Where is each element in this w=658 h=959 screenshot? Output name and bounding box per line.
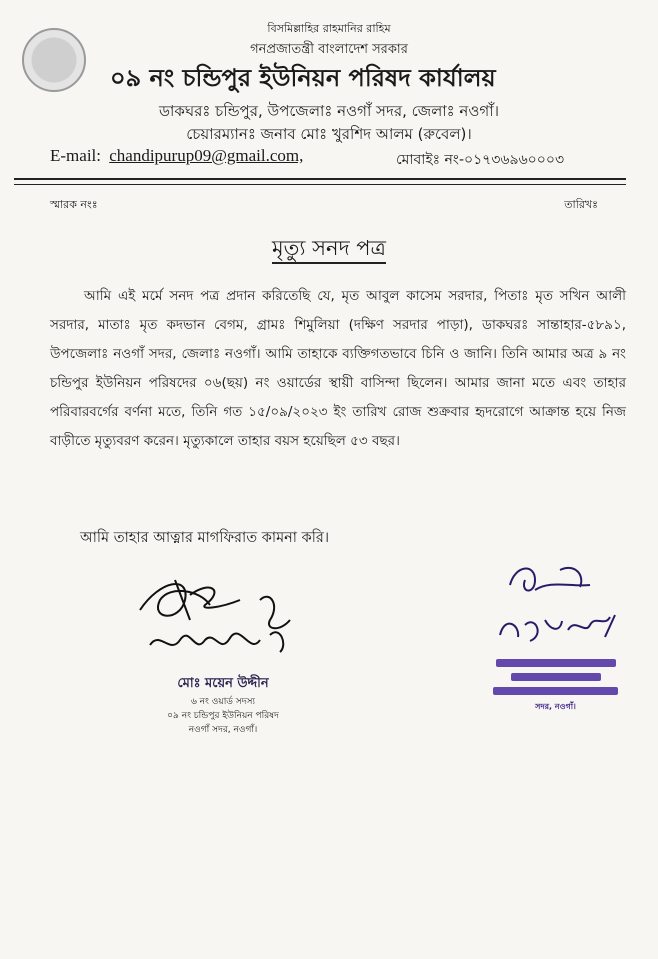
mobile-number: মোবাইঃ নং-০১৭৩৬৯৬০০০৩: [396, 152, 565, 168]
stamp-line-1: [496, 659, 616, 667]
ward-member-name: মোঃ ময়েন উদ্দীন: [177, 676, 269, 691]
chairman-line: চেয়ারম্যানঃ জনাব মোঃ খুরশিদ আলম (রুবেল)।: [186, 125, 472, 143]
ward-member-designation: ৬ নং ওয়ার্ড সদস্য: [190, 697, 256, 707]
contact-row: [50, 146, 630, 166]
ward-member-signature: [130, 560, 310, 670]
stamp-line-2: [511, 673, 601, 681]
certificate-body: আমি এই মর্মে সনদ পত্র প্রদান করিতেছি যে, মৃত আবুল কাসেম সরদার, পিতাঃ মৃত সখিন আলী সরদার, মাতাঃ মৃত কদভান বেগম, গ্রামঃ শিমুলিয়া (দক্ষিণ সরদার পাড়া), ডাকঘরঃ সান্তাহার-৫৮৯১, উপজেলাঃ নওগাঁ সদর, জেলাঃ নওগাঁ। আমি তাহাকে ব্যক্তিগতভাবে চিনি ও জানি। তিনি আমার অত্র ৯ নং চন্ডিপুর ইউনিয়ন পরিষদের ০৬(ছয়) নং ওয়ার্ডের স্থায়ী বাসিন্দা ছিলেন। আমার জানা মতে এবং তাহার পরিবারবর্গের বর্ণনা মতে, তিনি গত ১৫/০৯/২০২৩ ইং তারিখ রোজ শুক্রবার হৃদরোগে আক্রান্ত হয়ে নিজ বাড়ীতে মৃত্যুবরণ করেন। মৃত্যুকালে তাহার বয়স হয়েছিল ৫৩ বছর।: [50, 288, 626, 449]
email-label: E-mail:: [50, 146, 101, 165]
chairman-signature: [490, 555, 630, 655]
government-line: গনপ্রজাতন্ত্রী বাংলাদেশ সরকার: [250, 42, 408, 57]
closing-line: আমি তাহার আত্নার মাগফিরাত কামনা করি।: [80, 530, 330, 546]
bismillah-line: বিসমিল্লাহির রাহমানির রাহিম: [267, 22, 391, 35]
chairman-stamp: [488, 658, 623, 714]
chairman-stamp-location: সদর, নওগাঁ।: [535, 702, 576, 711]
document-title-text: মৃত্যু সনদ পত্র: [272, 236, 386, 264]
date-label: তারিখঃ: [564, 198, 598, 211]
memo-number-label: স্মারক নংঃ: [50, 198, 98, 211]
header-divider-thin: [14, 184, 626, 185]
ward-member-office: ০৯ নং চন্ডিপুর ইউনিয়ন পরিষদ: [167, 711, 279, 721]
document-title: [0, 232, 658, 267]
header-divider: [14, 178, 626, 180]
office-title: ০৯ নং চন্ডিপুর ইউনিয়ন পরিষদ কার্যালয়: [110, 64, 496, 92]
ward-member-location: নওগাঁ সদর, নওগাঁ।: [188, 725, 258, 735]
stamp-line-3: [493, 687, 618, 695]
email-address: chandipurup09@gmail.com,: [109, 146, 304, 165]
ward-member-stamp: [128, 674, 318, 737]
office-address: ডাকঘরঃ চন্ডিপুর, উপজেলাঃ নওগাঁ সদর, জেলাঃ নওগাঁ।: [159, 102, 499, 120]
